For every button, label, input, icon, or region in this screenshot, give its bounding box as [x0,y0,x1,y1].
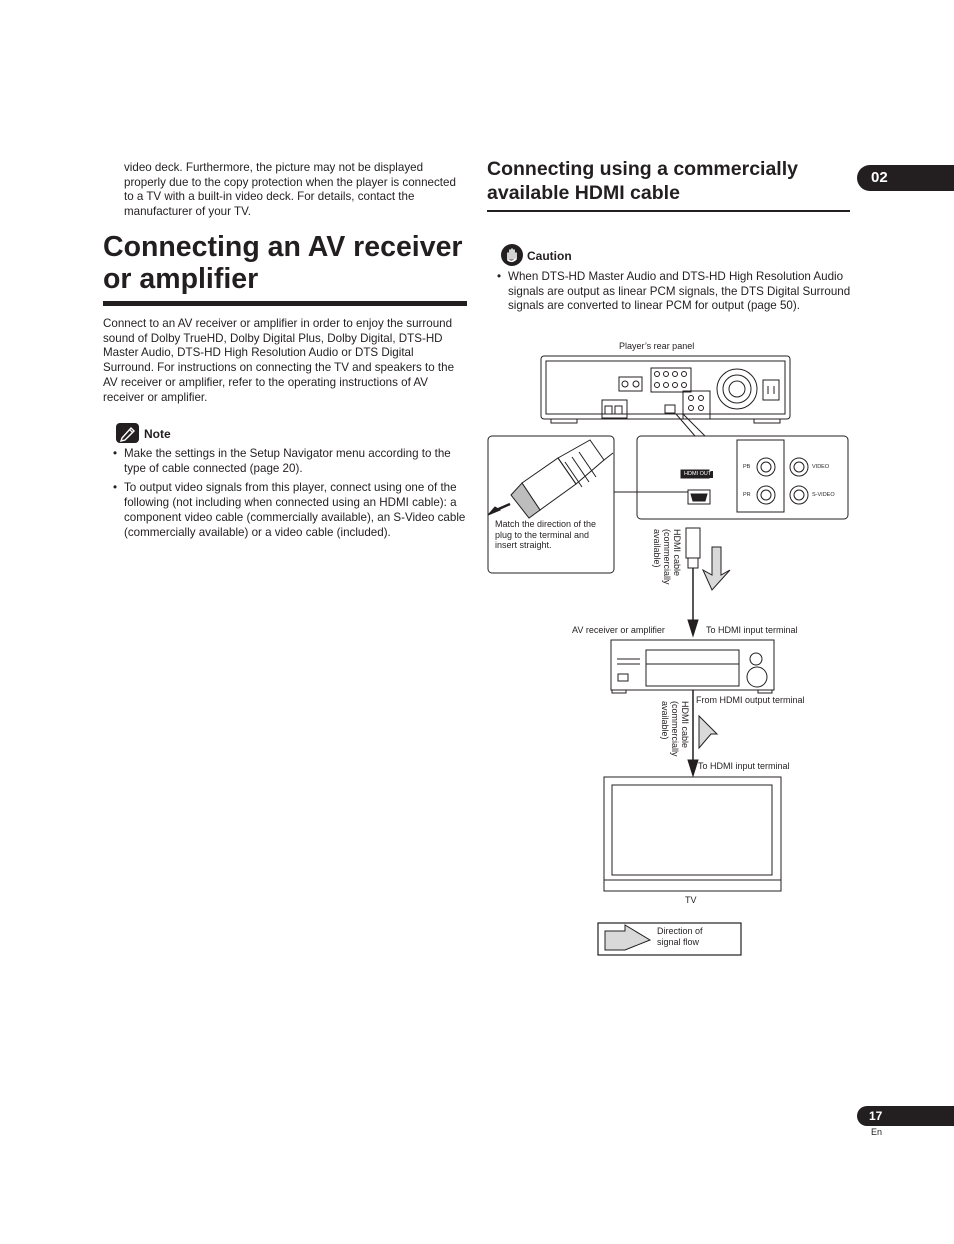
note-item: • To output video signals from this player, connect using one of the following (not including when connected using an HDMI cable): a component video cable (commercially available), an S-Video cable (commercially available) or a video cable (included). [113,481,468,540]
page-language: En [871,1127,883,1137]
page-number: 17 [857,1106,954,1126]
chapter-tab: 02 [857,165,954,191]
pr-label: PR [743,492,751,498]
hdmi-cable-label-1: HDMI cable (commercially available) [652,529,682,585]
signal-flow-arrow-1 [703,547,730,590]
s-video-label: S-VIDEO [812,492,835,498]
tv-device [604,777,781,891]
caution-label: Caution [527,249,572,263]
from-hdmi-output-label: From HDMI output terminal [696,695,805,705]
signal-flow-arrow-2 [699,716,717,748]
legend-arrow-icon [605,925,650,950]
hdmi-plug-inset [488,436,614,573]
caution-item: • When DTS-HD Master Audio and DTS-HD High Resolution Audio signals are output as linear PCM signals, the DTS Digital Surround signals are converted to linear PCM for output (page 50). [497,270,857,314]
intro-text: video deck. Furthermore, the picture may not be displayed properly due to the copy protection when the player is connected to a TV with a built-in video deck. For details, contact the manufacturer of your TV. [124,161,456,219]
note-label: Note [144,427,171,441]
hdmi-terminal-detail [637,436,848,519]
player-rear-panel [541,356,790,423]
hdmi-out-label: HDMI OUT [684,471,712,477]
hdmi-cable-label-2: HDMI cable (commercially available) [660,701,690,757]
av-receiver-device [611,640,774,693]
note-item: • Make the settings in the Setup Navigator menu according to the type of cable connected (page 20). [113,447,468,476]
pb-label: PB [743,464,751,470]
hdmi-cable-1 [686,528,700,636]
plug-instruction: Match the direction of the plug to the terminal and insert straight. [495,519,597,550]
section-paragraph: Connect to an AV receiver or amplifier in order to enjoy the surround sound of Dolby TrueHD, Dolby Digital Plus, Dolby Digital, DTS-HD Master Audio, DTS-HD High Resolution Audio or DTS Digital Surround. For instructions on connecting the TV and speakers to the AV receiver or amplifier, refer to the operating instructions of AV receiver or amplifier. [103,317,455,404]
av-receiver-label: AV receiver or amplifier [572,625,665,635]
players-rear-panel-label: Player’s rear panel [619,341,695,351]
legend-label: Direction of signal flow [657,926,703,947]
subsection-title: Connecting using a commercially available HDMI cable [487,158,798,204]
section-title: Connecting an AV receiver or amplifier [103,231,463,295]
tv-label: TV [685,895,697,905]
video-label: VIDEO [812,464,830,470]
to-hdmi-input-label-1: To HDMI input terminal [706,625,798,635]
to-hdmi-input-label-2: To HDMI input terminal [698,761,790,771]
